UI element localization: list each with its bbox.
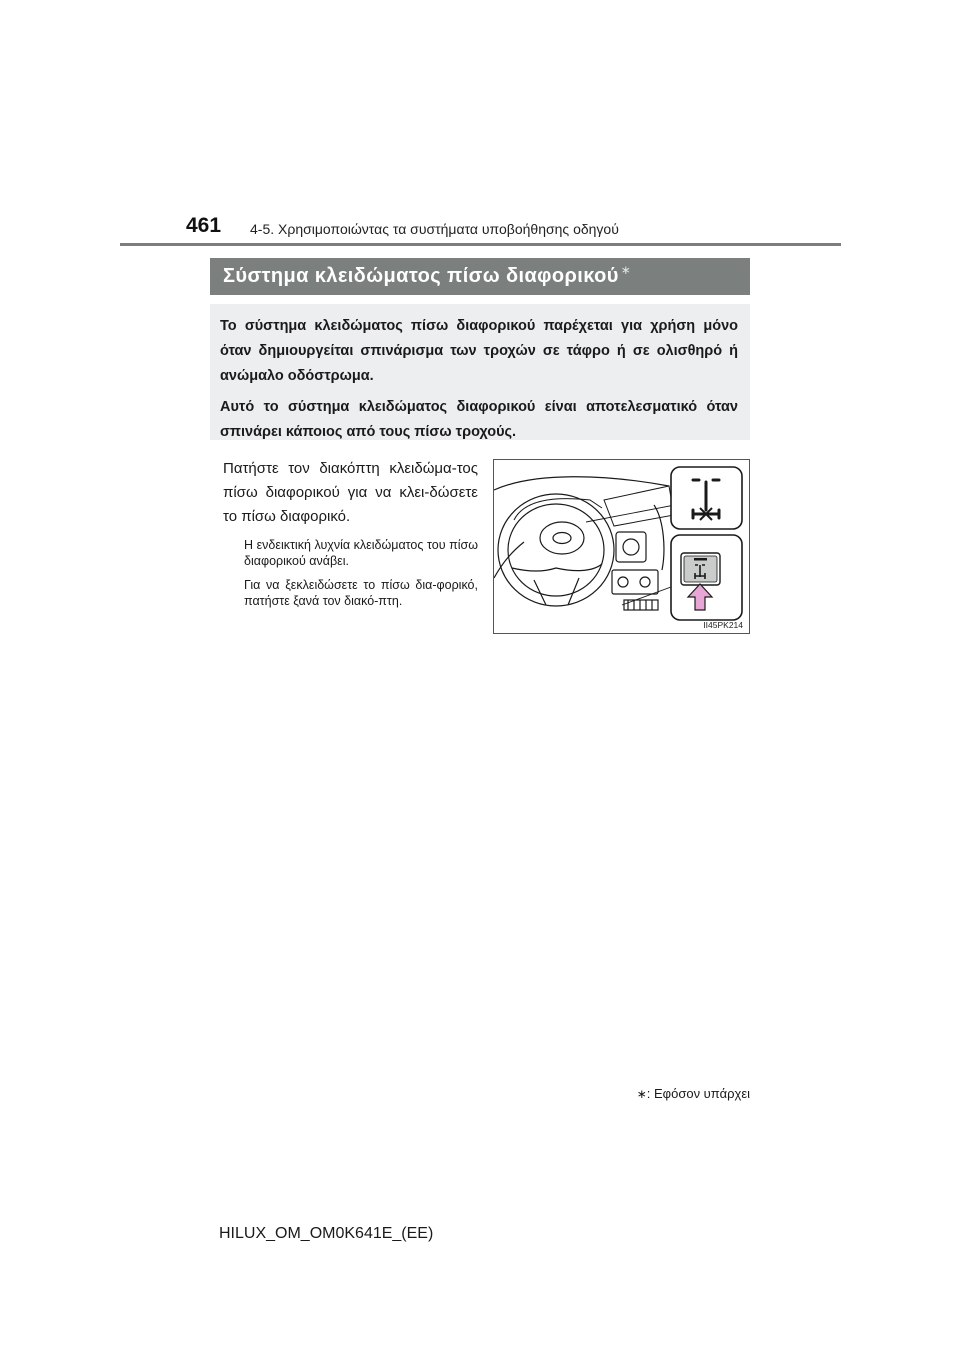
page-number: 461 [186,214,222,237]
footnote [637,1086,750,1101]
footnote-asterisk: ∗ [636,1087,647,1101]
intro-box [210,304,750,440]
intro-paragraph-2: Αυτό το σύστημα κλειδώματος διαφορικού είναι αποτελεσματικό όταν σπινάρει κάποιος από τους πίσω τροχούς. [220,399,738,440]
title-band [210,258,750,295]
indicator-callout [671,467,742,529]
figure-code: II45PK214 [703,620,743,630]
header-divider [120,243,841,246]
dashboard-illustration [493,459,750,634]
footnote-text: : Εφόσον υπάρχει [646,1086,750,1101]
intro-paragraph-1: Το σύστημα κλειδώματος πίσω διαφορικού παρέχεται για χρήση μόνο όταν δημιουργείται σπινάρισμα των τροχών σε τάφρο ή σε ολισθηρό ή ανώμαλο οδόστρωμα. [220,318,738,384]
logo-icon [553,533,571,544]
dashboard-top-line [494,477,669,490]
note-indicator: Η ενδεικτική λυχνία κλειδώματος του πίσω διαφορικού ανάβει. [244,538,478,568]
note-unlock: Για να ξεκλειδώσετε το πίσω δια-φορικό, πατήστε ξανά τον διακό-πτη. [244,578,478,608]
document-code: HILUX_OM_OM0K641E_(EE) [219,1225,434,1242]
dashboard-drawing [494,460,749,633]
switch-callout [671,535,742,620]
section-title: 4-5. Χρησιμοποιώντας τα συστήματα υποβοήθησης οδηγού [250,221,619,237]
instruction-text: Πατήστε τον διακόπτη κλειδώμα-τος πίσω διαφορικού για να κλει-δώσετε το πίσω διαφορικό. [223,460,478,525]
page-title: Σύστημα κλειδώματος πίσω διαφορικού [223,265,619,287]
title-asterisk: ∗ [620,262,631,277]
instruction-column [223,457,478,609]
